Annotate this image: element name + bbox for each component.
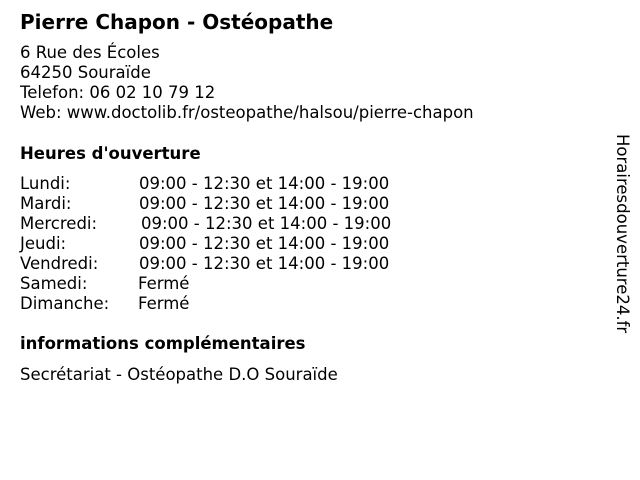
day-hours: Fermé bbox=[138, 274, 190, 293]
hours-heading: Heures d'ouverture bbox=[20, 144, 201, 163]
info-heading: informations complémentaires bbox=[20, 334, 306, 353]
day-label: Vendredi: bbox=[20, 254, 99, 273]
day-hours: 09:00 - 12:30 et 14:00 - 19:00 bbox=[141, 214, 392, 233]
day-label: Jeudi: bbox=[20, 234, 67, 253]
day-hours: 09:00 - 12:30 et 14:00 - 19:00 bbox=[139, 234, 390, 253]
day-hours: 09:00 - 12:30 et 14:00 - 19:00 bbox=[139, 254, 390, 273]
day-hours: 09:00 - 12:30 et 14:00 - 19:00 bbox=[139, 174, 390, 193]
watermark-text: Horairesdouverture24.fr bbox=[613, 134, 632, 334]
day-label: Mercredi: bbox=[20, 214, 98, 233]
day-hours: 09:00 - 12:30 et 14:00 - 19:00 bbox=[139, 194, 390, 213]
page-title: Pierre Chapon - Ostéopathe bbox=[20, 10, 334, 34]
website: Web: www.doctolib.fr/osteopathe/halsou/pierre-chapon bbox=[20, 103, 474, 122]
city-postal: 64250 Souraïde bbox=[20, 63, 151, 82]
info-text: Secrétariat - Ostéopathe D.O Souraïde bbox=[20, 365, 338, 384]
address-block bbox=[20, 43, 474, 123]
phone-number: Telefon: 06 02 10 79 12 bbox=[20, 83, 216, 102]
day-hours: Fermé bbox=[138, 294, 190, 313]
day-label: Dimanche: bbox=[20, 294, 110, 313]
day-label: Samedi: bbox=[20, 274, 88, 293]
day-label: Lundi: bbox=[20, 174, 71, 193]
day-label: Mardi: bbox=[20, 194, 72, 213]
street-address: 6 Rue des Écoles bbox=[20, 43, 160, 62]
